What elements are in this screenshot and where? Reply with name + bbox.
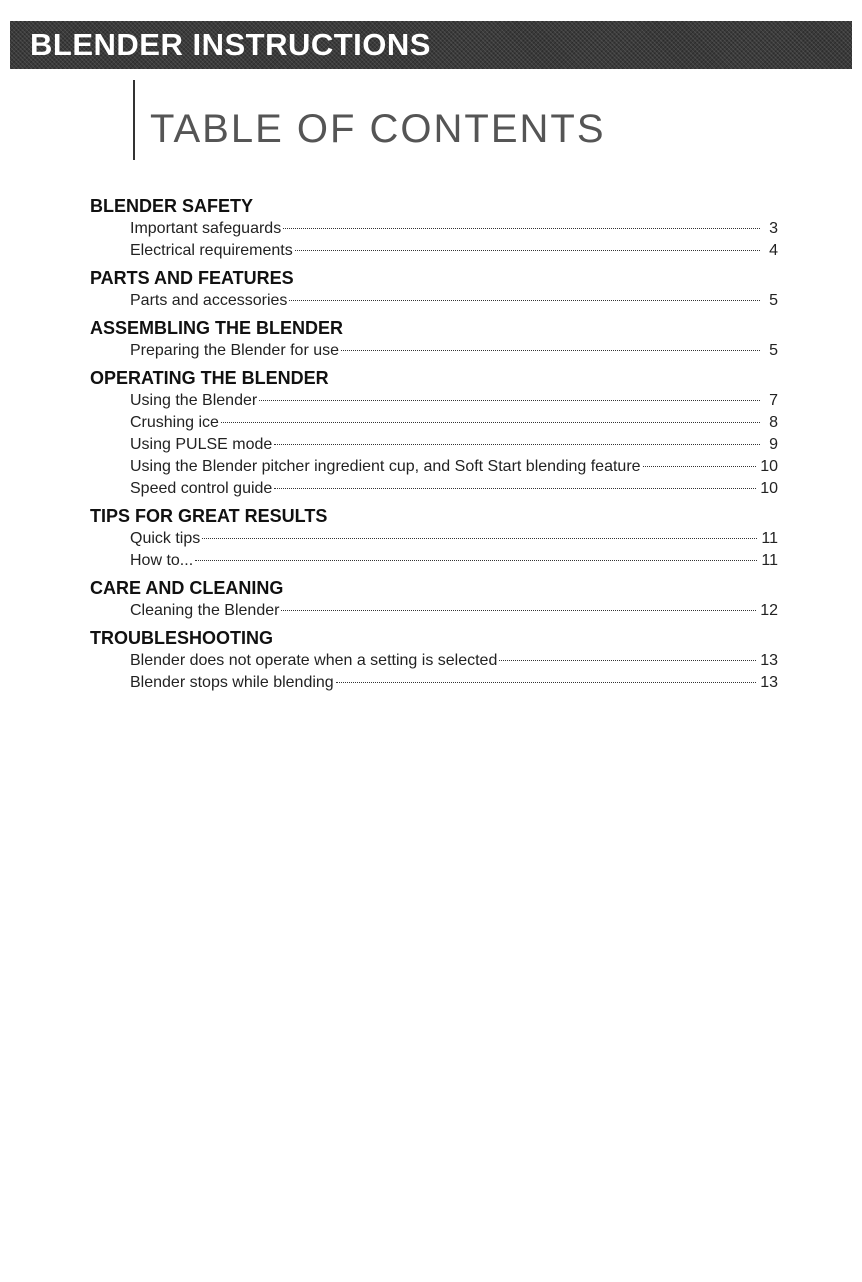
- toc-entry-label: Important safeguards: [130, 220, 282, 237]
- header-banner: [10, 21, 852, 69]
- toc-entry[interactable]: [130, 218, 778, 240]
- toc-entry[interactable]: [130, 240, 778, 262]
- dot-leader: [289, 300, 760, 301]
- toc-entry-page-number: 5: [769, 342, 778, 359]
- toc-entry-label: Parts and accessories: [130, 292, 288, 309]
- dot-leader: [643, 466, 757, 467]
- dot-leader: [259, 400, 760, 401]
- dot-leader: [499, 660, 756, 661]
- page-title: TABLE OF CONTENTS: [150, 107, 606, 151]
- toc-entry-page-number: 13: [760, 652, 778, 669]
- section-heading: BLENDER SAFETY: [90, 196, 254, 216]
- section-heading: CARE AND CLEANING: [90, 578, 284, 598]
- dot-leader: [341, 350, 760, 351]
- toc-entry-page-number: 12: [760, 602, 778, 619]
- toc-section: [90, 626, 778, 694]
- toc-entry-label: Speed control guide: [130, 480, 273, 497]
- toc-section: [90, 266, 778, 312]
- section-heading: PARTS AND FEATURES: [90, 268, 294, 288]
- toc-entry-label: Blender stops while blending: [130, 674, 334, 691]
- section-heading: ASSEMBLING THE BLENDER: [90, 318, 344, 338]
- dot-leader: [202, 538, 757, 539]
- dot-leader: [295, 250, 760, 251]
- toc-entry-page-number: 7: [769, 392, 778, 409]
- toc-entry-label: Preparing the Blender for use: [130, 342, 340, 359]
- toc-entry[interactable]: [130, 412, 778, 434]
- toc-entry-page-number: 9: [769, 436, 778, 453]
- section-heading: TROUBLESHOOTING: [90, 628, 273, 648]
- dot-leader: [274, 488, 756, 489]
- toc-section: [90, 194, 778, 262]
- toc-entry-label: Electrical requirements: [130, 242, 293, 259]
- toc-entry-label: Using the Blender pitcher ingredient cup, and Soft Start blending feature: [130, 458, 641, 475]
- toc-entry-page-number: 5: [769, 292, 778, 309]
- toc-entry-page-number: 11: [761, 530, 778, 547]
- table-of-contents: [90, 194, 778, 694]
- toc-entry[interactable]: [130, 478, 778, 500]
- toc-entry-page-number: 3: [769, 220, 778, 237]
- toc-entry-page-number: 10: [760, 458, 778, 475]
- dot-leader: [281, 610, 756, 611]
- toc-entry-page-number: 11: [761, 552, 778, 569]
- dot-leader: [195, 560, 757, 561]
- toc-section: [90, 504, 778, 572]
- toc-section: [90, 316, 778, 362]
- toc-entry[interactable]: [130, 550, 778, 572]
- toc-entry[interactable]: [130, 600, 778, 622]
- toc-section: [90, 576, 778, 622]
- dot-leader: [283, 228, 760, 229]
- toc-entry-label: Using the Blender: [130, 392, 258, 409]
- toc-entry-label: Cleaning the Blender: [130, 602, 280, 619]
- toc-entry[interactable]: [130, 456, 778, 478]
- toc-entry-page-number: 13: [760, 674, 778, 691]
- toc-entry[interactable]: [130, 290, 778, 312]
- toc-entry-page-number: 10: [760, 480, 778, 497]
- toc-entry-label: Quick tips: [130, 530, 201, 547]
- dot-leader: [221, 422, 760, 423]
- toc-entry-label: Using PULSE mode: [130, 436, 273, 453]
- toc-entry[interactable]: [130, 434, 778, 456]
- toc-entry-label: How to...: [130, 552, 194, 569]
- toc-entry-page-number: 4: [769, 242, 778, 259]
- toc-entry[interactable]: [130, 650, 778, 672]
- title-divider: [133, 80, 135, 160]
- toc-entry[interactable]: [130, 390, 778, 412]
- dot-leader: [274, 444, 760, 445]
- toc-entry[interactable]: [130, 528, 778, 550]
- section-heading: OPERATING THE BLENDER: [90, 368, 329, 388]
- dot-leader: [336, 682, 757, 683]
- toc-entry-page-number: 8: [769, 414, 778, 431]
- toc-section: [90, 366, 778, 500]
- toc-entry[interactable]: [130, 340, 778, 362]
- banner-title: BLENDER INSTRUCTIONS: [30, 27, 431, 62]
- toc-entry[interactable]: [130, 672, 778, 694]
- toc-entry-label: Blender does not operate when a setting is selected: [130, 652, 498, 669]
- section-heading: TIPS FOR GREAT RESULTS: [90, 506, 328, 526]
- toc-entry-label: Crushing ice: [130, 414, 219, 431]
